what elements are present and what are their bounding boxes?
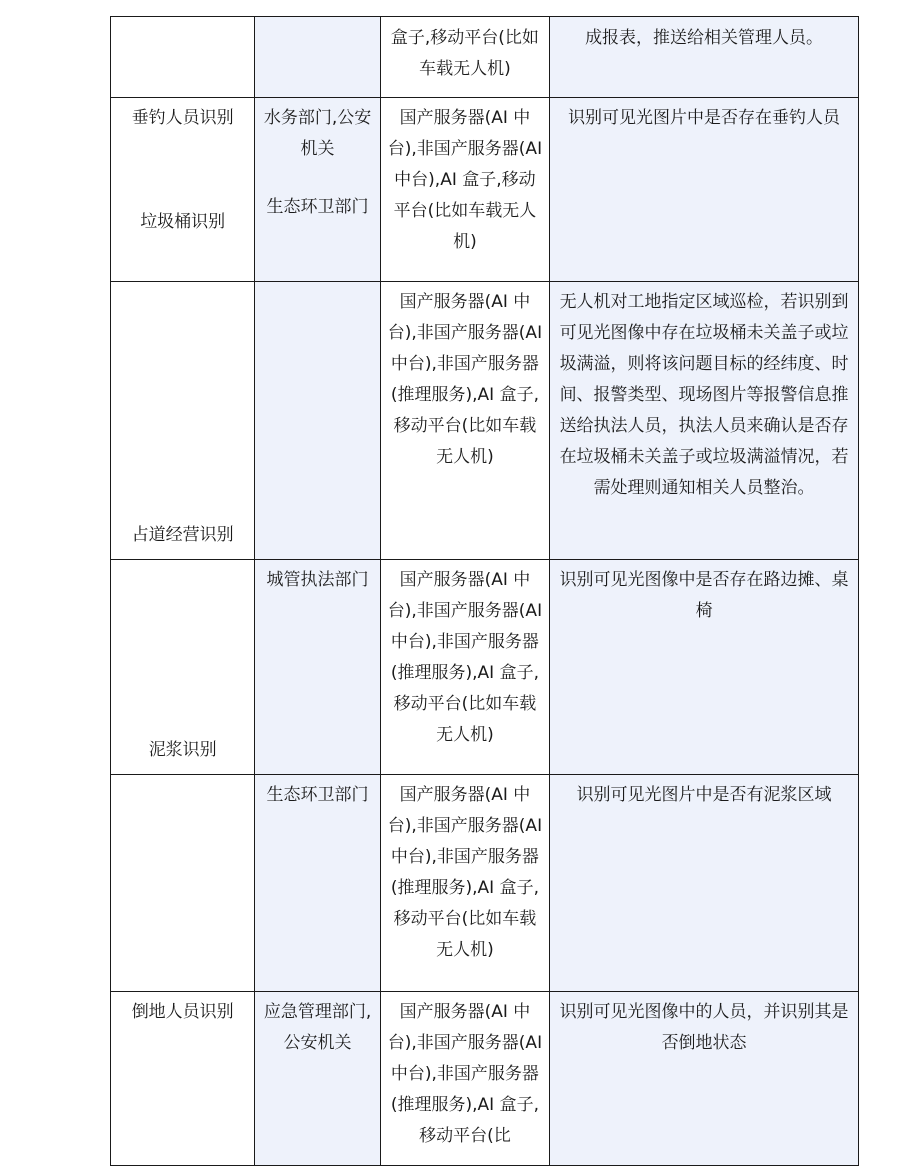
deployment-text: 国产服务器(AI 中台),非国产服务器(AI 中台),非国产服务器(推理服务),AI 盒子,移动平台(比如车载无人机) — [387, 292, 543, 467]
description-text: 识别可见光图片中是否有泥浆区域 — [576, 785, 832, 805]
deployment-cell — [380, 775, 549, 992]
deployment-cell — [380, 282, 549, 560]
department-cell — [255, 17, 380, 98]
description-cell — [550, 992, 859, 1166]
description-cell — [550, 282, 859, 560]
description-cell — [550, 560, 859, 775]
algorithm-name: 倒地人员识别 — [131, 1002, 234, 1022]
department-cell — [255, 560, 380, 775]
department-text: 城管执法部门 — [266, 570, 369, 590]
description-cell — [550, 17, 859, 98]
deployment-cell — [380, 98, 549, 282]
department-cell — [255, 775, 380, 992]
name-cell — [111, 992, 255, 1166]
description-text: 无人机对工地指定区域巡检，若识别到可见光图像中存在垃圾桶未关盖子或垃圾满溢，则将该问题目标的经纬度、时间、报警类型、现场图片等报警信息推送给执法人员，执法人员来确认是否存在垃圾桶未关盖子或垃圾满溢情况，若需处理则通知相关人员整治。 — [559, 292, 849, 498]
department-text: 应急管理部门,公安机关 — [263, 1002, 372, 1053]
table-row — [111, 992, 859, 1166]
department-cell — [255, 98, 380, 282]
name-cell — [111, 740, 255, 992]
algorithm-name: 垃圾桶识别 — [140, 212, 226, 232]
deployment-cell — [380, 17, 549, 98]
algorithm-name: 泥浆识别 — [148, 740, 217, 760]
description-text: 识别可见光图像中的人员，并识别其是否倒地状态 — [559, 1002, 849, 1053]
table-row — [111, 282, 859, 560]
description-text: 成报表，推送给相关管理人员。 — [585, 28, 824, 48]
deployment-cell — [380, 560, 549, 775]
department-text: 水务部门,公安机关 — [263, 108, 372, 159]
table-row — [111, 98, 859, 282]
deployment-text: 国产服务器(AI 中台),非国产服务器(AI 中台),非国产服务器(推理服务),AI 盒子,移动平台(比如车载无人机) — [387, 570, 543, 745]
algorithm-spec-table — [110, 16, 859, 1166]
table-row — [111, 17, 859, 98]
description-text: 识别可见光图片中是否存在垂钓人员 — [568, 108, 841, 128]
algorithm-name: 占道经营识别 — [131, 525, 234, 545]
algorithm-name: 垂钓人员识别 — [131, 108, 234, 128]
description-cell — [550, 775, 859, 992]
department-cell — [255, 992, 380, 1166]
department-text: 生态环卫部门 — [266, 785, 369, 805]
deployment-cell — [380, 992, 549, 1166]
deployment-text: 国产服务器(AI 中台),非国产服务器(AI 中台),非国产服务器(推理服务),AI 盒子,移动平台(比 — [387, 1002, 543, 1146]
department-text: 生态环卫部门 — [266, 197, 369, 217]
deployment-text: 盒子,移动平台(比如车载无人机) — [390, 28, 539, 79]
description-text: 识别可见光图像中是否存在路边摊、桌椅 — [559, 570, 849, 621]
department-text — [255, 17, 379, 23]
name-cell — [111, 17, 255, 98]
table-row — [111, 775, 859, 992]
description-cell — [550, 98, 859, 282]
deployment-text: 国产服务器(AI 中台),非国产服务器(AI 中台),非国产服务器(推理服务),AI 盒子,移动平台(比如车载无人机) — [387, 785, 543, 960]
name-cell — [111, 98, 255, 282]
department-cell — [255, 197, 380, 560]
algorithm-name — [111, 17, 254, 23]
deployment-text: 国产服务器(AI 中台),非国产服务器(AI 中台),AI 盒子,移动平台(比如车载无人机) — [387, 108, 543, 252]
name-cell — [111, 212, 255, 560]
